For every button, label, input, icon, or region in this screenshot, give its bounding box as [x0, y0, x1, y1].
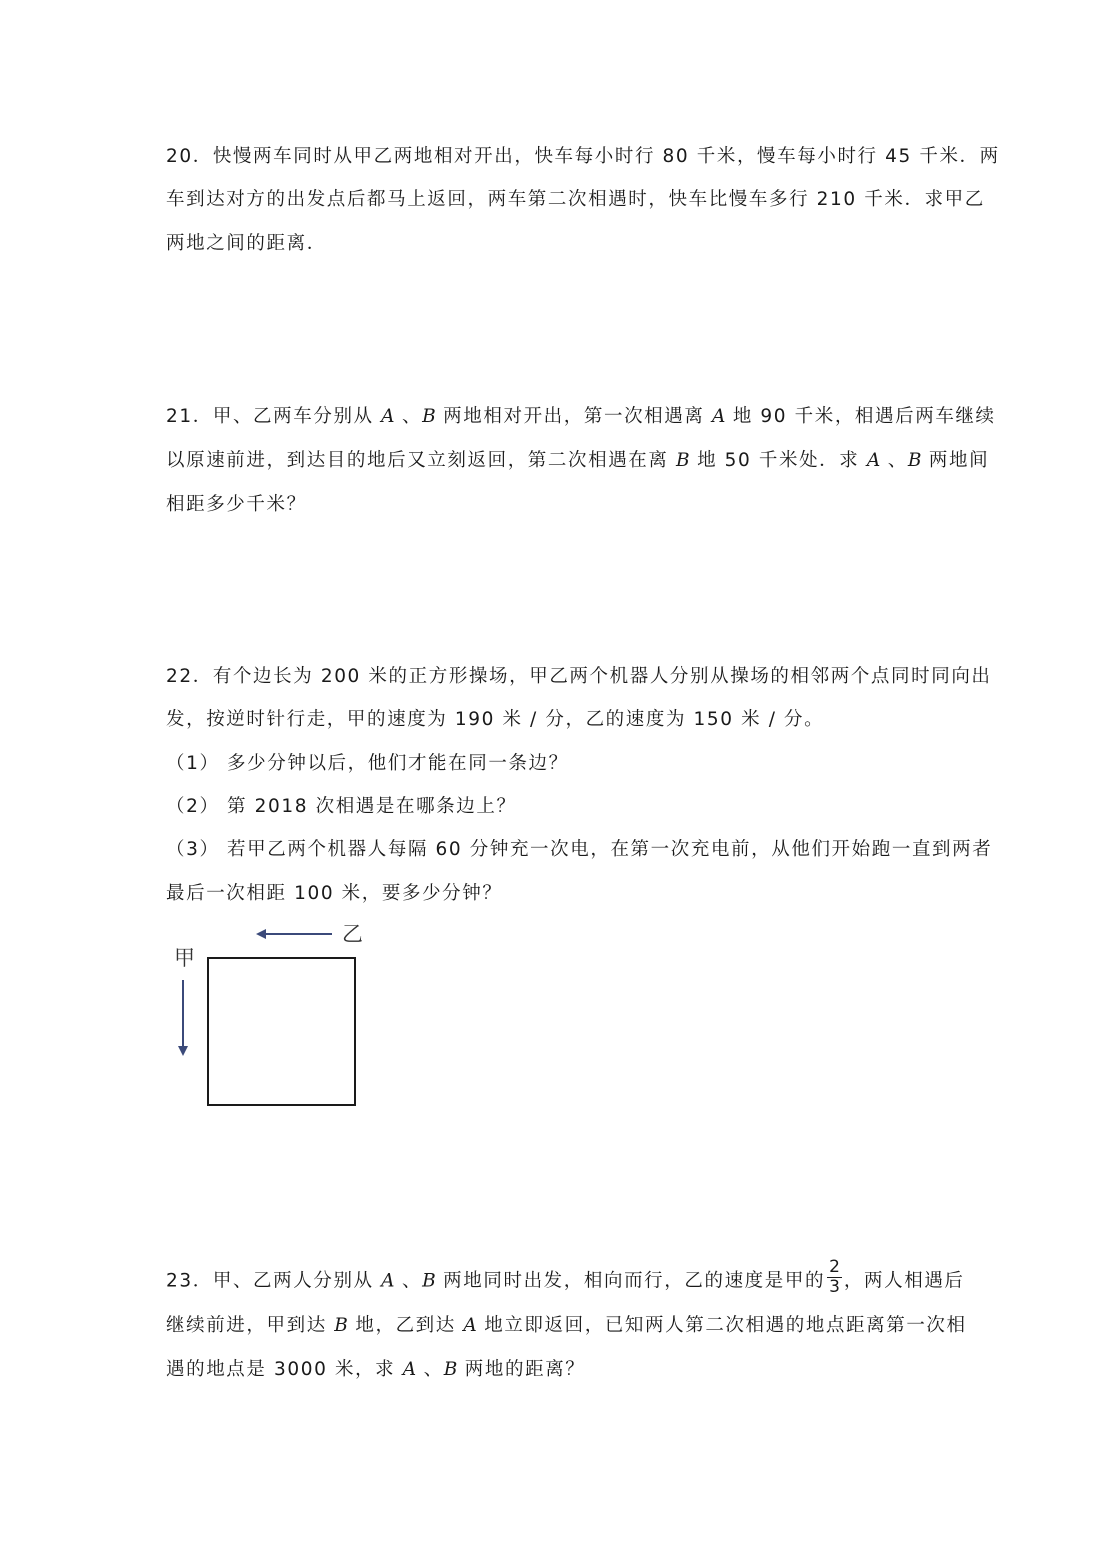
var-b: B — [334, 1315, 348, 1336]
q23-line-1 — [166, 1257, 965, 1301]
square-field — [208, 958, 355, 1105]
label-jia: 甲 — [174, 946, 195, 970]
q23-text: 遇的地点是 3000 米，求 — [166, 1359, 403, 1380]
var-b: B — [422, 406, 436, 427]
q20-line-1: 20．快慢两车同时从甲乙两地相对开出，快车每小时行 80 千米，慢车每小时行 45 千米．两 — [166, 146, 1000, 167]
q21-text: 、 — [880, 450, 908, 471]
var-b: B — [443, 1359, 458, 1380]
q21-text: 地 50 千米处．求 — [689, 450, 867, 471]
q23-text: 两地的距离？ — [457, 1359, 586, 1380]
q21-text: 地 90 千米，相遇后两车继续 — [725, 406, 996, 427]
var-a: A — [711, 406, 726, 427]
q23-text: 两地同时出发，相向而行，乙的速度是甲的 — [435, 1270, 826, 1292]
q21-line-2 — [166, 449, 990, 473]
fraction-two-thirds — [827, 1258, 842, 1297]
q21-text: 以原速前进，到达目的地后又立刻返回，第二次相遇在离 — [166, 450, 676, 471]
q23-text: 、 — [416, 1359, 444, 1380]
q23-text: 地立即返回，已知两人第二次相遇的地点距离第一次相 — [476, 1315, 967, 1336]
q22-sub-3: （3） 若甲乙两个机器人每隔 60 分钟充一次电，在第一次充电前，从他们开始跑一直到两者 — [166, 839, 993, 860]
jia-arrow-head-icon — [178, 1046, 188, 1056]
q21-text: 两地相对开出，第一次相遇离 — [435, 406, 712, 427]
q21-line-1 — [166, 405, 996, 429]
var-a: A — [381, 1270, 395, 1292]
yi-arrow-head-icon — [256, 929, 266, 939]
q22-sub-1: （1） 多少分钟以后，他们才能在同一条边？ — [166, 753, 569, 774]
q23-line-3 — [166, 1358, 946, 1382]
var-a: A — [866, 450, 881, 471]
q23-text: 23．甲、乙两人分别从 — [166, 1270, 382, 1292]
q21-line-3: 相距多少千米？ — [166, 494, 307, 515]
q23-text: 、 — [394, 1270, 423, 1292]
q20-line-2: 车到达对方的出发点后都马上返回，两车第二次相遇时，快车比慢车多行 210 千米．求甲乙 — [166, 189, 985, 210]
q21-text: 21．甲、乙两车分别从 — [166, 406, 382, 427]
q22-line-1: 22．有个边长为 200 米的正方形操场，甲乙两个机器人分别从操场的相邻两个点同时同向出 — [166, 666, 992, 687]
var-a: A — [402, 1359, 417, 1380]
var-b: B — [422, 1270, 436, 1292]
label-yi: 乙 — [342, 922, 363, 946]
q23-line-2 — [166, 1314, 967, 1338]
square-figure — [168, 918, 378, 1118]
var-b: B — [675, 450, 690, 471]
q22-line-2: 发，按逆时针行走，甲的速度为 190 米 / 分，乙的速度为 150 米 / 分。 — [166, 709, 825, 730]
q22-sub-3-cont: 最后一次相距 100 米，要多少分钟？ — [166, 883, 503, 904]
q23-text: 继续前进，甲到达 — [166, 1315, 335, 1336]
fraction-denominator: 3 — [829, 1277, 840, 1297]
square-diagram — [168, 918, 378, 1118]
var-a: A — [381, 406, 395, 427]
q23-text: ，两人相遇后 — [843, 1270, 965, 1292]
q21-text: 两地间 — [921, 450, 990, 471]
fraction-numerator: 2 — [829, 1257, 840, 1277]
q20-line-3: 两地之间的距离． — [166, 233, 327, 254]
var-b: B — [907, 450, 922, 471]
q22-sub-2: （2） 第 2018 次相遇是在哪条边上？ — [166, 796, 517, 817]
var-a: A — [463, 1315, 477, 1336]
q23-text: 地，乙到达 — [347, 1315, 464, 1336]
q21-text: 、 — [394, 406, 423, 427]
